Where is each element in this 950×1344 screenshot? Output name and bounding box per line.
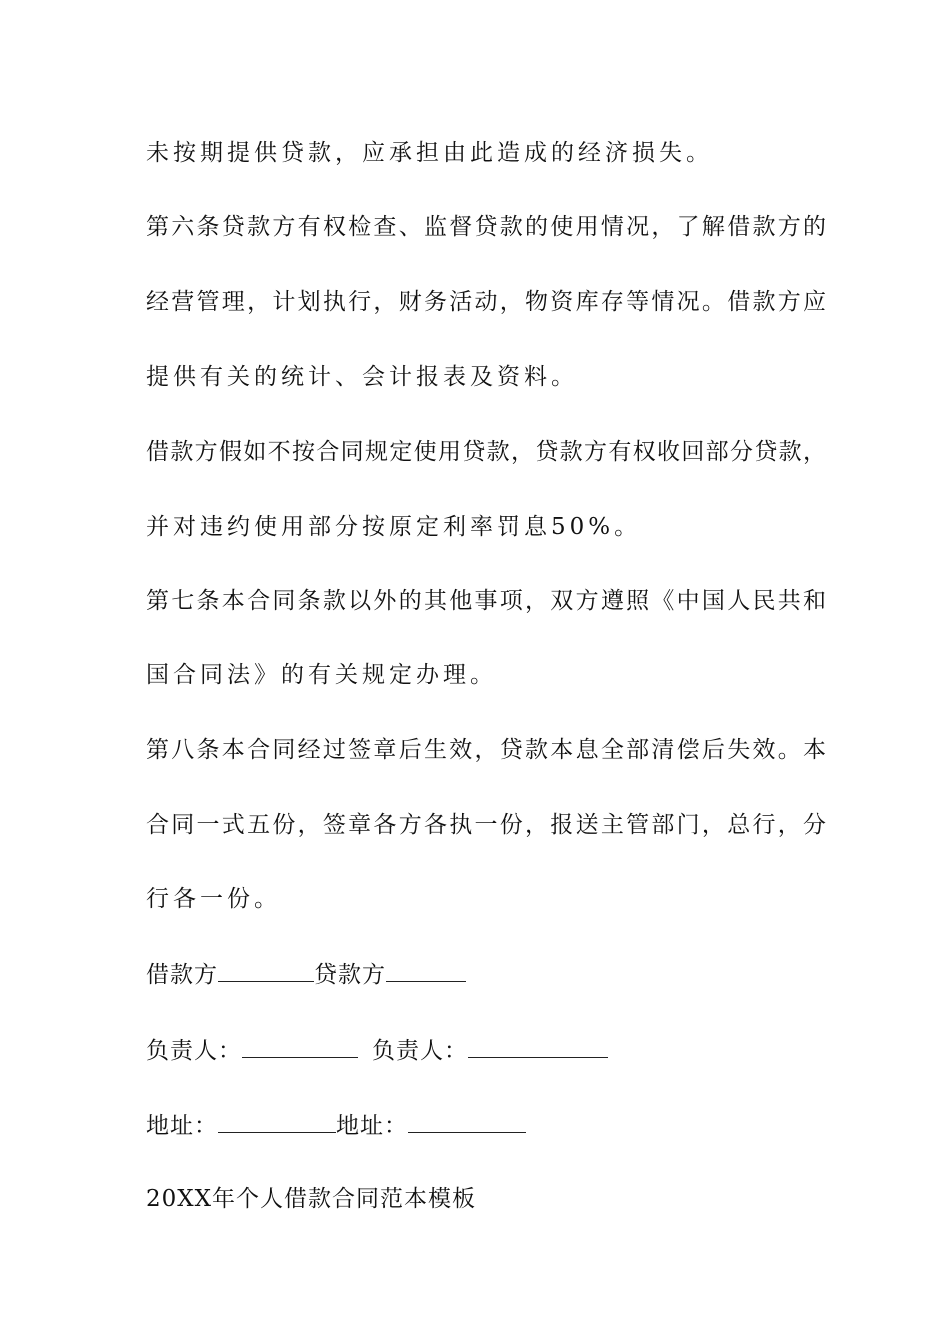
paragraph-line: 国合同法》的有关规定办理。 (146, 662, 497, 688)
lender-blank (386, 959, 466, 982)
borrower-label: 借款方 (146, 962, 218, 988)
paragraph-line: 第六条贷款方有权检查、监督贷款的使用情况，了解借款方的 (146, 214, 826, 240)
person-blank-lender (468, 1035, 608, 1058)
lender-label: 贷款方 (314, 962, 386, 988)
paragraph-line: 第八条本合同经过签章后生效，贷款本息全部清偿后失效。本 (146, 737, 826, 763)
paragraph-line: 第七条本合同条款以外的其他事项，双方遵照《中国人民共和 (146, 588, 826, 614)
person-blank-borrower (242, 1035, 358, 1058)
address-blank-lender (408, 1110, 526, 1133)
signature-address-row (146, 1110, 826, 1140)
signature-person-row (146, 1035, 826, 1065)
paragraph-line: 借款方假如不按合同规定使用贷款，贷款方有权收回部分贷款， (146, 439, 826, 465)
address-blank-borrower (218, 1110, 336, 1133)
paragraph-line: 并对违约使用部分按原定利率罚息50%。 (146, 514, 642, 540)
paragraph-line: 合同一式五份，签章各方各执一份，报送主管部门，总行，分 (146, 812, 826, 838)
address-label-lender: 地址： (336, 1113, 408, 1139)
paragraph-line: 行各一份。 (146, 886, 281, 912)
signature-parties-row (146, 959, 826, 989)
person-label-borrower: 负责人： (146, 1038, 242, 1064)
paragraph-line: 未按期提供贷款，应承担由此造成的经济损失。 (146, 140, 713, 166)
address-label-borrower: 地址： (146, 1113, 218, 1139)
paragraph-line: 经营管理，计划执行，财务活动，物资库存等情况。借款方应 (146, 289, 826, 315)
borrower-blank (218, 959, 314, 982)
paragraph-line: 提供有关的统计、会计报表及资料。 (146, 364, 578, 390)
footer-title: 20XX年个人借款合同范本模板 (146, 1186, 477, 1212)
person-label-lender: 负责人： (372, 1038, 468, 1064)
